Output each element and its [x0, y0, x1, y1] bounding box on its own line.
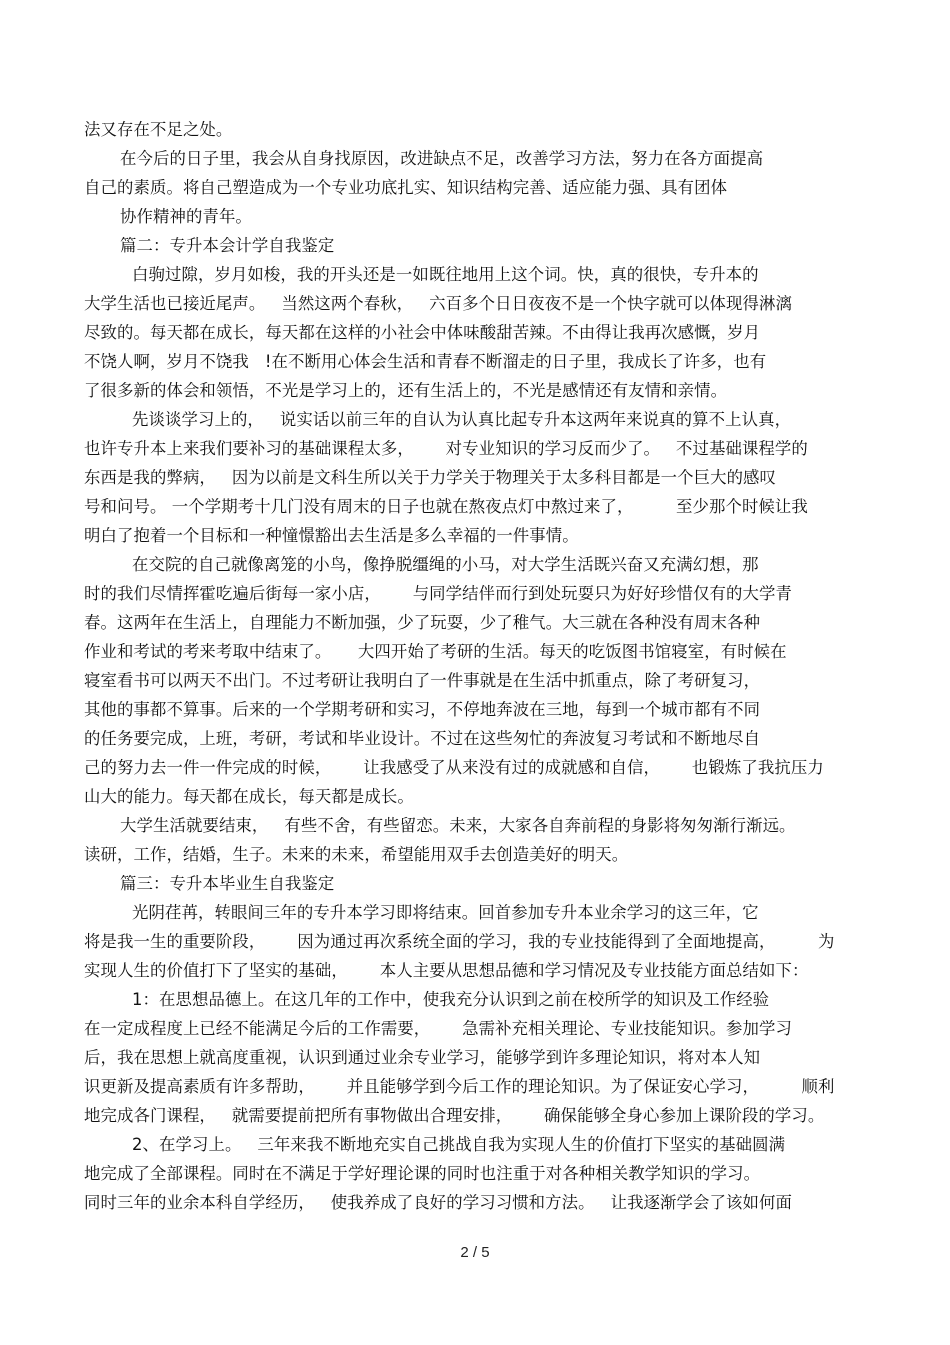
text-line-1: 法又存在不足之处。 — [84, 120, 233, 139]
text-line-37: 地完成了全部课程。同时在不满足于学好理论课的同时也注重于对各种相关教学知识的学习。 — [84, 1164, 761, 1183]
page-number: 2 / 5 — [460, 1244, 490, 1261]
text-line-23: 己的努力去一件一件完成的时候， 让我感受了从来没有过的成就感和自信， 也锻炼了我抗压力 — [84, 758, 824, 777]
section-heading-2: 篇二：专升本会计学自我鉴定 — [120, 236, 335, 255]
text-line-31: 1：在思想品德上。在这几年的工作中，使我充分认识到之前在校所学的知识及工作经验 — [132, 990, 770, 1009]
text-line-2: 在今后的日子里，我会从自身找原因，改进缺点不足，改善学习方法，努力在各方面提高 — [120, 149, 764, 168]
text-line-38: 同时三年的业余本科自学经历， 使我养成了良好的学习习惯和方法。 让我逐渐学会了该如何面 — [84, 1193, 792, 1212]
text-line-3: 自己的素质。将自己塑造成为一个专业功底扎实、知识结构完善、适应能力强、具有团体 — [84, 178, 728, 197]
text-line-21: 其他的事都不算事。后来的一个学期考研和实习，不停地奔波在三地，每到一个城市都有不同 — [84, 700, 761, 719]
text-line-7: 大学生活也已接近尾声。 当然这两个春秋， 六百多个日日夜夜不是一个快字就可以体现得淋漓 — [84, 294, 792, 313]
text-line-30: 实现人生的价值打下了坚实的基础， 本人主要从思想品德和学习情况及专业技能方面总结如下： — [84, 961, 809, 980]
text-line-18: 春。这两年在生活上，自理能力不断加强，少了玩耍，少了稚气。大三就在各种没有周末各种 — [84, 613, 761, 632]
text-line-20: 寝室看书可以两天不出门。不过考研让我明白了一件事就是在生活中抓重点，除了考研复习， — [84, 671, 761, 690]
text-line-19: 作业和考试的考来考取中结束了。 大四开始了考研的生活。每天的吃饭图书馆寝室，有时候在 — [84, 642, 787, 661]
text-line-8: 尽致的。每天都在成长，每天都在这样的小社会中体味酸甜苦辣。不由得让我再次感慨，岁月 — [84, 323, 761, 342]
text-line-17: 时的我们尽情挥霍吃遍后街每一家小店， 与同学结伴而行到处玩耍只为好好珍惜仅有的大学青 — [84, 584, 792, 603]
text-line-4: 协作精神的青年。 — [120, 207, 252, 226]
text-line-32: 在一定成程度上已经不能满足今后的工作需要， 急需补充相关理论、专业技能知识。参加学习 — [84, 1019, 792, 1038]
text-line-15: 明白了抱着一个目标和一种憧憬豁出去生活是多么幸福的一件事情。 — [84, 526, 579, 545]
text-line-9: 不饶人啊，岁月不饶我 !在不断用心体会生活和青春不断溜走的日子里，我成长了许多，也有 — [84, 352, 767, 371]
text-line-22: 的任务要完成，上班，考研，考试和毕业设计。不过在这些匆忙的奔波复习考试和不断地尽自 — [84, 729, 761, 748]
text-line-25: 大学生活就要结束， 有些不舍，有些留恋。未来，大家各自奔前程的身影将匆匆渐行渐远。 — [120, 816, 796, 835]
text-line-36: 2、在学习上。 三年来我不断地充实自己挑战自我为实现人生的价值打下坚实的基础圆满 — [132, 1135, 786, 1154]
text-line-33: 后，我在思想上就高度重视，认识到通过业余专业学习，能够学到许多理论知识，将对本人知 — [84, 1048, 761, 1067]
text-line-34: 识更新及提高素质有许多帮助， 并且能够学到今后工作的理论知识。为了保证安心学习， 顺利 — [84, 1077, 835, 1096]
text-line-12: 也许专升本上来我们要补习的基础课程太多， 对专业知识的学习反而少了。 不过基础课程学的 — [84, 439, 808, 458]
text-line-14: 号和问号。 一个学期考十几门没有周末的日子也就在熬夜点灯中熬过来了， 至少那个时候让我 — [84, 497, 808, 516]
text-line-24: 山大的能力。每天都在成长，每天都是成长。 — [84, 787, 414, 806]
text-line-29: 将是我一生的重要阶段， 因为通过再次系统全面的学习，我的专业技能得到了全面地提高， 为 — [84, 932, 835, 951]
text-line-28: 光阴荏苒，转眼间三年的专升本学习即将结束。回首参加专升本业余学习的这三年，它 — [132, 903, 759, 922]
text-line-10: 了很多新的体会和领悟，不光是学习上的，还有生活上的，不光是感情还有友情和亲情。 — [84, 381, 728, 400]
text-line-35: 地完成各门课程， 就需要提前把所有事物做出合理安排， 确保能够全身心参加上课阶段的学习。 — [84, 1106, 825, 1125]
text-line-6: 白驹过隙，岁月如梭，我的开头还是一如既往地用上这个词。快，真的很快，专升本的 — [132, 265, 759, 284]
text-line-13: 东西是我的弊病， 因为以前是文科生所以关于力学关于物理关于太多科目都是一个巨大的感叹 — [84, 468, 777, 487]
text-line-11: 先谈谈学习上的， 说实话以前三年的自认为认真比起专升本这两年来说真的算不上认真， — [132, 410, 792, 429]
text-line-16: 在交院的自己就像离笼的小鸟，像挣脱缰绳的小马，对大学生活既兴奋又充满幻想，那 — [132, 555, 759, 574]
section-heading-3: 篇三：专升本毕业生自我鉴定 — [120, 874, 335, 893]
text-line-26: 读研，工作，结婚，生子。未来的未来，希望能用双手去创造美好的明天。 — [84, 845, 629, 864]
